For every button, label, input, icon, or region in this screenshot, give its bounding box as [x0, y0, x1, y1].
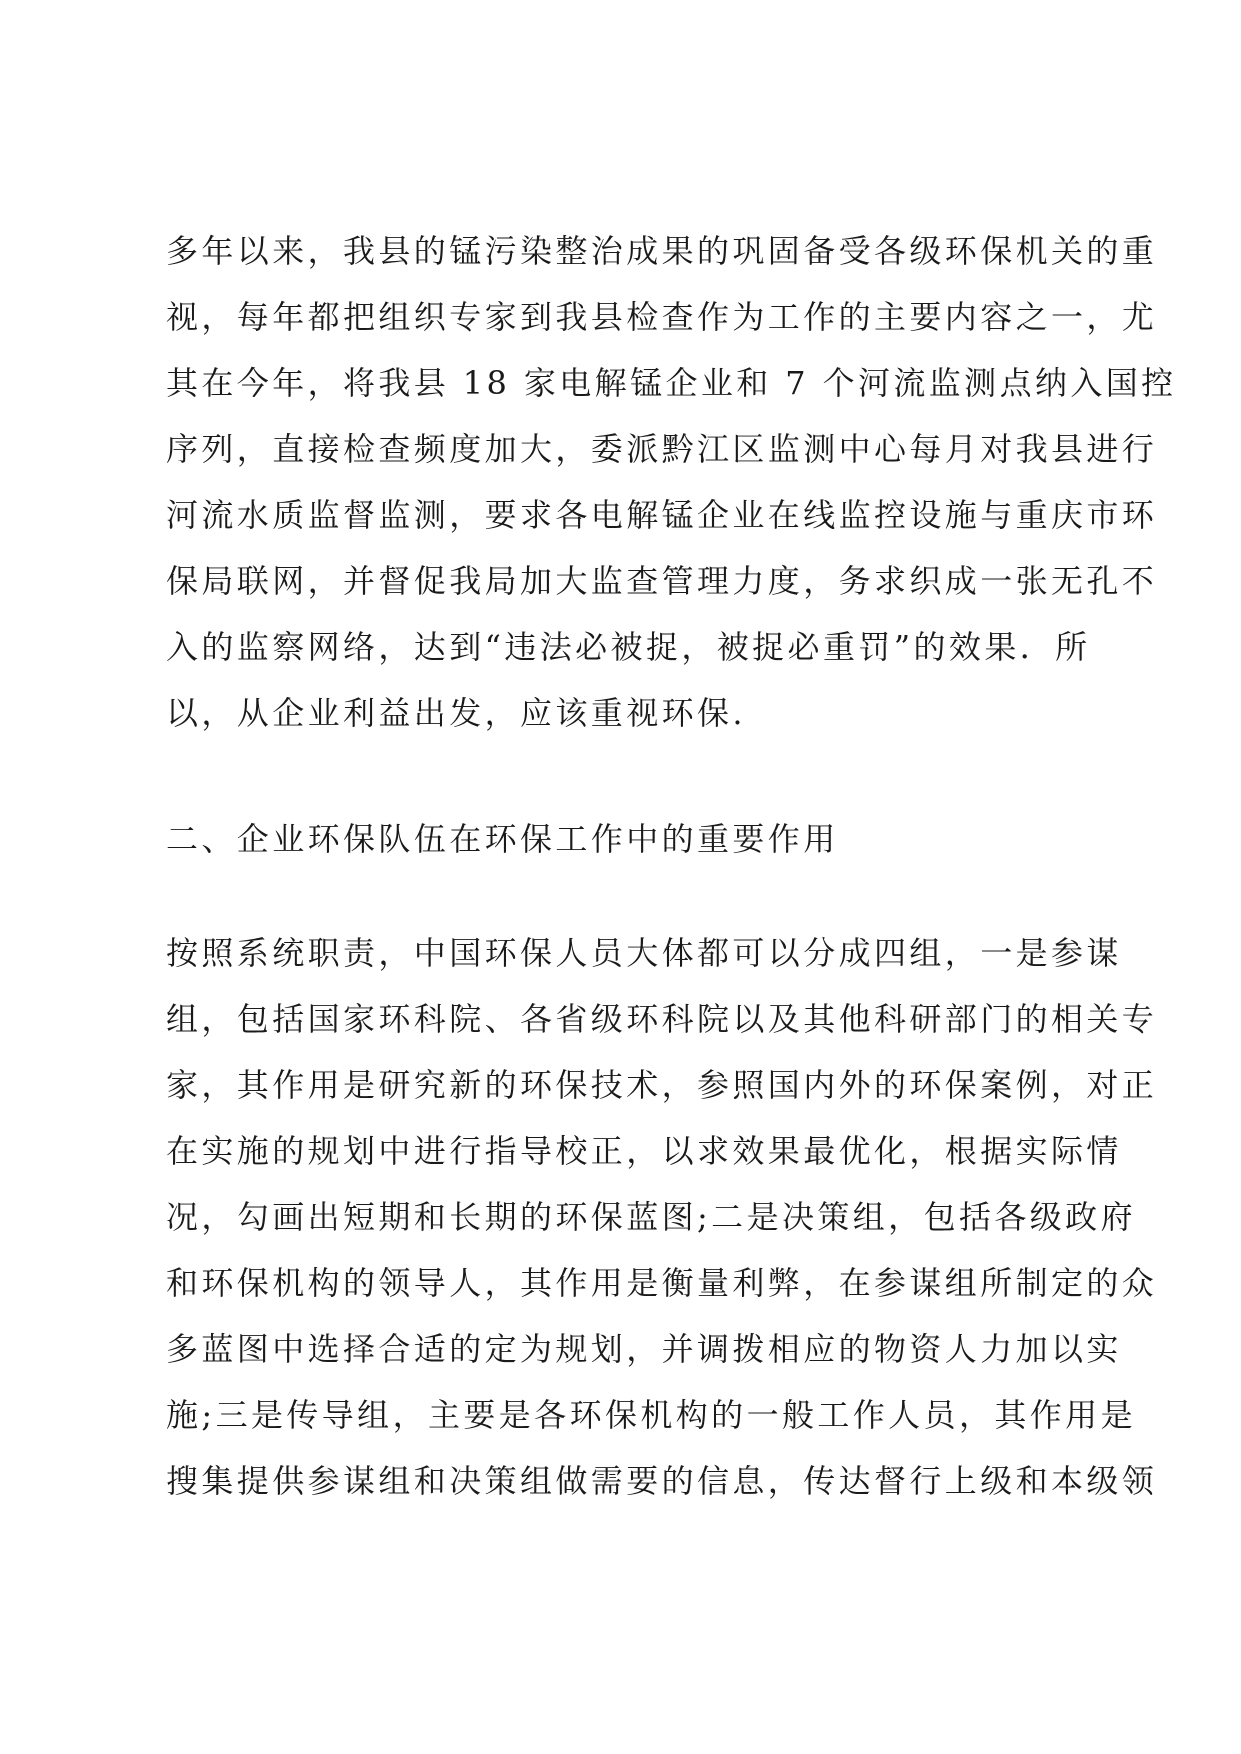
- paragraph-line: 多蓝图中选择合适的定为规划，并调拨相应的物资人力加以实: [166, 1330, 1122, 1368]
- section-heading-text: 二、企业环保队伍在环保工作中的重要作用: [166, 820, 839, 858]
- paragraph-1: [166, 218, 1177, 746]
- section-heading: [166, 806, 1096, 872]
- paragraph-line: 组，包括国家环科院、各省级环科院以及其他科研部门的相关专: [166, 1000, 1158, 1038]
- paragraph-line: 按照系统职责，中国环保人员大体都可以分成四组，一是参谋: [166, 934, 1122, 972]
- paragraph-line: 多年以来，我县的锰污染整治成果的巩固备受各级环保机关的重: [166, 232, 1158, 270]
- paragraph-line: 视，每年都把组织专家到我县检查作为工作的主要内容之一，尤: [166, 298, 1158, 336]
- paragraph-line: 其在今年，将我县 18 家电解锰企业和 7 个河流监测点纳入国控: [166, 364, 1177, 402]
- paragraph-line: 序列，直接检查频度加大，委派黔江区监测中心每月对我县进行: [166, 430, 1158, 468]
- paragraph-line: 入的监察网络，达到“违法必被捉，被捉必重罚”的效果．所: [166, 628, 1091, 666]
- paragraph-line: 况，勾画出短期和长期的环保蓝图;二是决策组，包括各级政府: [166, 1198, 1136, 1236]
- paragraph-line: 施;三是传导组，主要是各环保机构的一般工作人员，其作用是: [166, 1396, 1136, 1434]
- paragraph-line: 在实施的规划中进行指导校正，以求效果最优化，根据实际情: [166, 1132, 1122, 1170]
- paragraph-line: 和环保机构的领导人，其作用是衡量利弊，在参谋组所制定的众: [166, 1264, 1158, 1302]
- paragraph-line: 以，从企业利益出发，应该重视环保.: [166, 694, 746, 732]
- paragraph-line: 家，其作用是研究新的环保技术，参照国内外的环保案例，对正: [166, 1066, 1158, 1104]
- paragraph-line: 河流水质监督监测，要求各电解锰企业在线监控设施与重庆市环: [166, 496, 1158, 534]
- paragraph-line: 保局联网，并督促我局加大监查管理力度，务求织成一张无孔不: [166, 562, 1158, 600]
- paragraph-2: [166, 920, 1158, 1514]
- paragraph-line: 搜集提供参谋组和决策组做需要的信息，传达督行上级和本级领: [166, 1462, 1158, 1500]
